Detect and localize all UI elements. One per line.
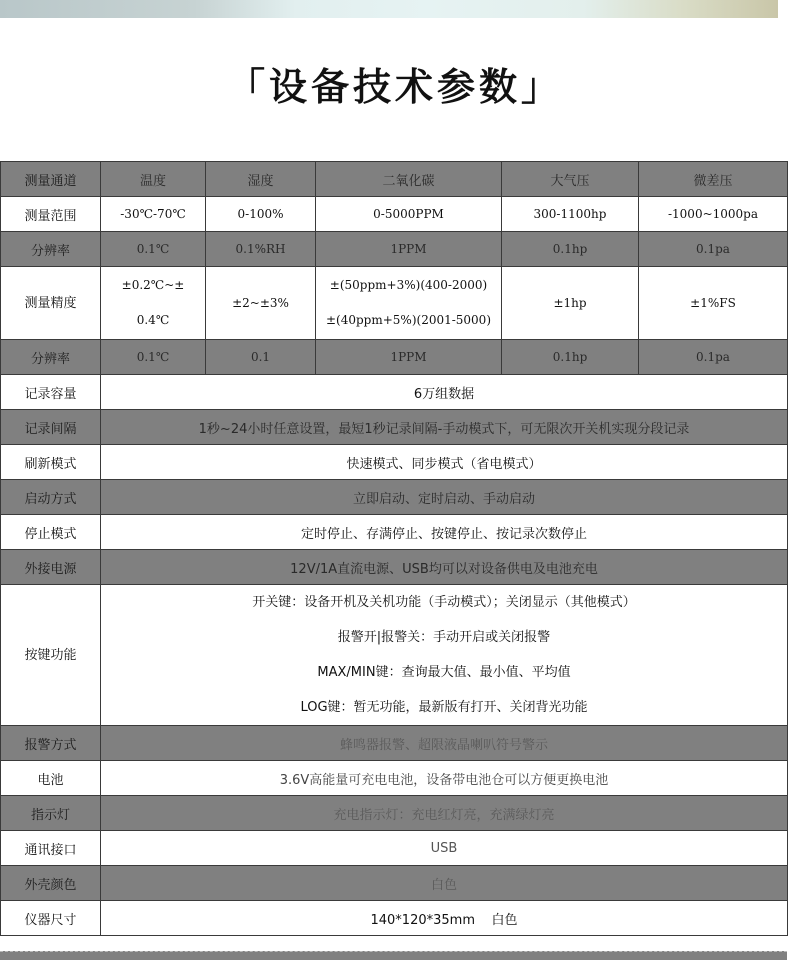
stop-mode-value: 定时停止、存满停止、按键停止、按记录次数停止 bbox=[101, 515, 788, 550]
resolution-humidity: 0.1%RH bbox=[206, 232, 316, 267]
indicator-value: 充电指示灯：充电红灯亮，充满绿灯亮 bbox=[101, 796, 788, 831]
resolution-2-co2: 1PPM bbox=[316, 340, 502, 375]
channel-pressure: 大气压 bbox=[502, 162, 639, 197]
header-row bbox=[1, 162, 788, 197]
alarm-mode-row bbox=[1, 726, 788, 761]
dimensions-label: 仪器尺寸 bbox=[1, 901, 101, 936]
resolution-2-humidity: 0.1 bbox=[206, 340, 316, 375]
start-mode-value: 立即启动、定时启动、手动启动 bbox=[101, 480, 788, 515]
record-interval-value: 1秒~24小时任意设置，最短1秒记录间隔-手动模式下，可无限次开关机实现分段记录 bbox=[101, 410, 788, 445]
refresh-mode-value: 快速模式、同步模式（省电模式） bbox=[101, 445, 788, 480]
accuracy-temperature-line1: ±0.2℃~± bbox=[121, 278, 185, 292]
shell-color-row bbox=[1, 866, 788, 901]
accuracy-diff-pressure: ±1%FS bbox=[690, 295, 736, 310]
range-row bbox=[1, 197, 788, 232]
accuracy-label: 测量精度 bbox=[24, 295, 77, 311]
resolution-row bbox=[1, 232, 788, 267]
resolution-2-temperature: 0.1℃ bbox=[101, 340, 206, 375]
range-temperature: -30℃-70℃ bbox=[101, 197, 206, 232]
indicator-row bbox=[1, 796, 788, 831]
external-power-row bbox=[1, 550, 788, 585]
spec-table bbox=[0, 161, 788, 936]
range-humidity: 0-100% bbox=[206, 197, 316, 232]
record-capacity-value: 6万组数据 bbox=[101, 375, 788, 410]
resolution-diff-pressure: 0.1pa bbox=[639, 232, 788, 267]
refresh-mode-row bbox=[1, 445, 788, 480]
page-title: 「设备技术参数」 bbox=[226, 64, 563, 109]
battery-value: 3.6V高能量可充电电池，设备带电池仓可以方便更换电池 bbox=[101, 761, 788, 796]
resolution-row-2 bbox=[1, 340, 788, 375]
channel-co2: 二氧化碳 bbox=[316, 162, 502, 197]
channel-temperature: 温度 bbox=[101, 162, 206, 197]
dimensions-row bbox=[1, 901, 788, 936]
accuracy-co2-line2: ±(40ppm+5%)(2001-5000) bbox=[325, 313, 492, 327]
channel-diff-pressure: 微差压 bbox=[639, 162, 788, 197]
accuracy-co2-line1: ±(50ppm+3%)(400-2000) bbox=[329, 278, 488, 292]
range-diff-pressure: -1000~1000pa bbox=[639, 197, 788, 232]
accuracy-temperature-line2: 0.4℃ bbox=[136, 313, 170, 327]
record-interval-label: 记录间隔 bbox=[1, 410, 101, 445]
dimensions-value: 140*120*35mm 白色 bbox=[101, 901, 788, 936]
comm-interface-label: 通讯接口 bbox=[1, 831, 101, 866]
start-mode-label: 启动方式 bbox=[1, 480, 101, 515]
key-functions-label: 按键功能 bbox=[24, 647, 77, 663]
accuracy-row bbox=[1, 267, 788, 340]
range-label: 测量范围 bbox=[1, 197, 101, 232]
battery-row bbox=[1, 761, 788, 796]
channel-humidity: 湿度 bbox=[206, 162, 316, 197]
key-function-alarm: 报警开|报警关：手动开启或关闭报警 bbox=[337, 630, 551, 645]
range-pressure: 300-1100hp bbox=[502, 197, 639, 232]
resolution-co2: 1PPM bbox=[316, 232, 502, 267]
battery-label: 电池 bbox=[1, 761, 101, 796]
range-co2: 0-5000PPM bbox=[316, 197, 502, 232]
key-functions-row bbox=[1, 585, 788, 726]
resolution-pressure: 0.1hp bbox=[502, 232, 639, 267]
key-function-maxmin: MAX/MIN键：查询最大值、最小值、平均值 bbox=[317, 665, 571, 680]
resolution-2-diff-pressure: 0.1pa bbox=[639, 340, 788, 375]
alarm-mode-value: 蜂鸣器报警、超限液晶喇叭符号警示 bbox=[101, 726, 788, 761]
stop-mode-label: 停止模式 bbox=[1, 515, 101, 550]
resolution-2-pressure: 0.1hp bbox=[502, 340, 639, 375]
record-capacity-row bbox=[1, 375, 788, 410]
indicator-label: 指示灯 bbox=[1, 796, 101, 831]
shell-color-value: 白色 bbox=[101, 866, 788, 901]
shell-color-label: 外壳颜色 bbox=[1, 866, 101, 901]
external-power-label: 外接电源 bbox=[1, 550, 101, 585]
refresh-mode-label: 刷新模式 bbox=[1, 445, 101, 480]
comm-interface-row bbox=[1, 831, 788, 866]
resolution-label: 分辨率 bbox=[1, 232, 101, 267]
accuracy-humidity: ±2~±3% bbox=[232, 295, 289, 310]
key-function-log: LOG键：暂无功能，最新版有打开、关闭背光功能 bbox=[300, 700, 588, 715]
top-banner-image bbox=[0, 0, 778, 18]
external-power-value: 12V/1A直流电源、USB均可以对设备供电及电池充电 bbox=[101, 550, 788, 585]
stop-mode-row bbox=[1, 515, 788, 550]
comm-interface-value: USB bbox=[101, 831, 788, 866]
resolution-temperature: 0.1℃ bbox=[101, 232, 206, 267]
accuracy-pressure: ±1hp bbox=[553, 295, 587, 310]
record-interval-row bbox=[1, 410, 788, 445]
start-mode-row bbox=[1, 480, 788, 515]
header-label: 测量通道 bbox=[1, 162, 101, 197]
resolution-2-label: 分辨率 bbox=[1, 340, 101, 375]
key-function-power: 开关键：设备开机及关机功能（手动模式）；关闭显示（其他模式） bbox=[252, 595, 636, 610]
alarm-mode-label: 报警方式 bbox=[1, 726, 101, 761]
record-capacity-label: 记录容量 bbox=[1, 375, 101, 410]
